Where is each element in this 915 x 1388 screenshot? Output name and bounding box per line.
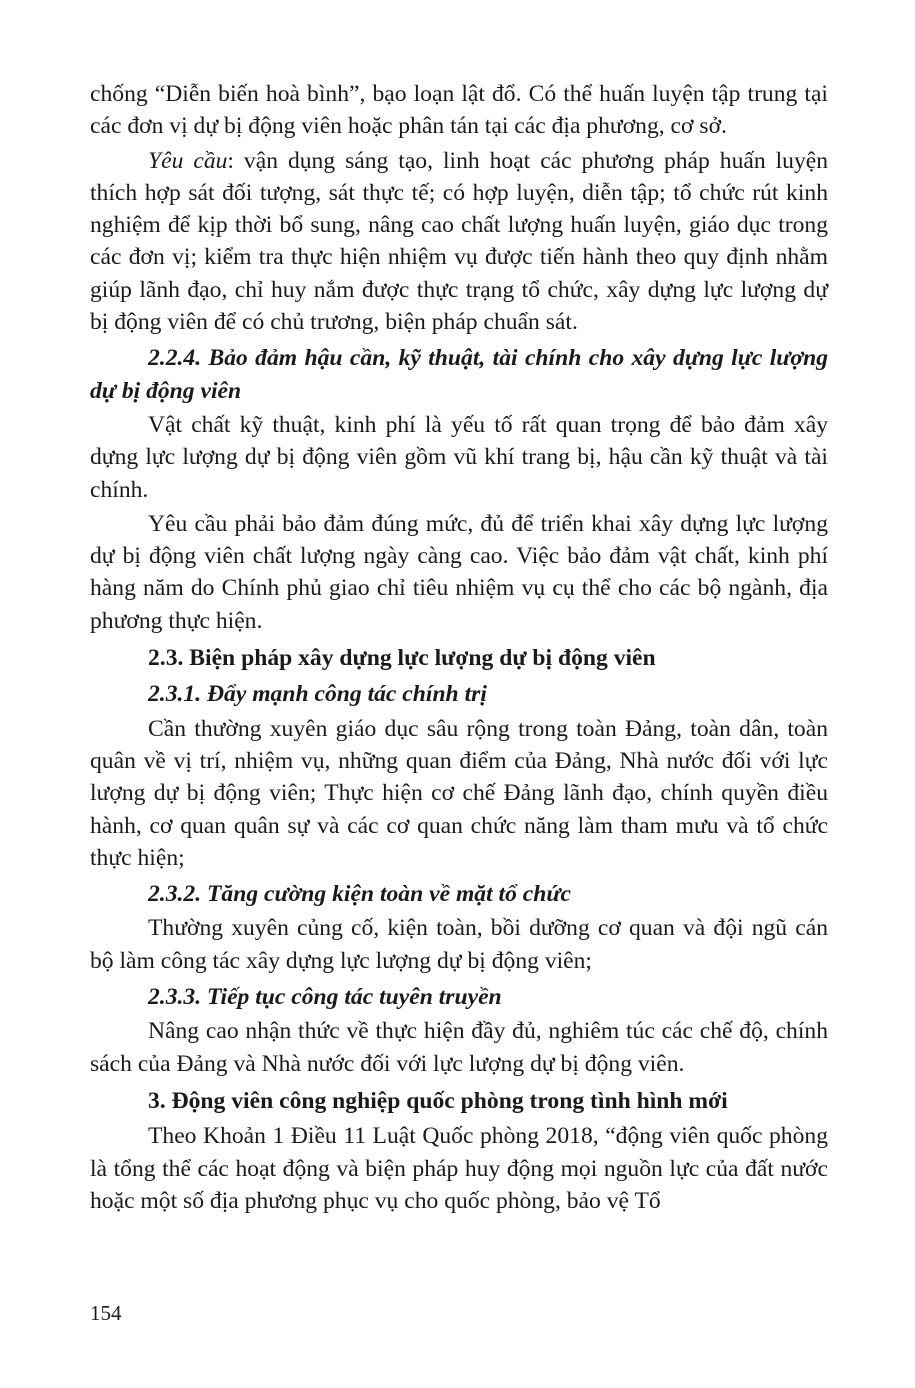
paragraph-defense-law: Theo Khoản 1 Điều 11 Luật Quốc phòng 2018, “động viên quốc phòng là tổng thể các hoạt động và biện pháp huy động mọi nguồn lực của đất nước hoặc một số địa phương phục vụ cho quốc phòng, bảo vệ Tổ [90,1123,828,1214]
page-body [90,78,828,1219]
paragraph-propaganda: Nâng cao nhận thức về thực hiện đầy đủ, nghiêm túc các chế độ, chính sách của Đảng và Nhà nước đối với lực lượng dự bị động viên. [90,1018,828,1077]
requirements-lead: Yêu cầu [148,147,228,174]
heading-2-3-2: 2.3.2. Tăng cường kiện toàn về mặt tổ chức [148,881,572,908]
heading-2-2-4: 2.2.4. Bảo đảm hậu cần, kỹ thuật, tài chính cho xây dựng lực lượng dự bị động viên [90,345,828,404]
paragraph-continuation: chống “Diễn biến hoà bình”, bạo loạn lật đổ. Có thể huấn luyện tập trung tại các đơn vị dự bị động viên hoặc phân tán tại các địa phương, cơ sở. [90,81,828,140]
paragraph-material: Vật chất kỹ thuật, kinh phí là yếu tố rất quan trọng để bảo đảm xây dựng lực lượng dự bị động viên gồm vũ khí trang bị, hậu cần kỹ thuật và tài chính. [90,411,828,503]
paragraph-organization: Thường xuyên củng cố, kiện toàn, bồi dưỡng cơ quan và đội ngũ cán bộ làm công tác xây dựng lực lượng dự bị động viên; [90,915,828,974]
paragraph-ensure: Yêu cầu phải bảo đảm đúng mức, đủ để triển khai xây dựng lực lượng dự bị động viên chất lượng ngày càng cao. Việc bảo đảm vật chất, kinh phí hàng năm do Chính phủ giao chỉ tiêu nhiệm vụ cụ thể cho các bộ ngành, địa phương thực hiện. [90,510,828,634]
heading-2-3-1: 2.3.1. Đẩy mạnh công tác chính trị [148,681,487,708]
paragraph-political: Cần thường xuyên giáo dục sâu rộng trong toàn Đảng, toàn dân, toàn quân về vị trí, nhiệm vụ, những quan điểm của Đảng, Nhà nước đối với lực lượng dự bị động viên; Thực hiện cơ chế Đảng lãnh đạo, chính quyền điều hành, cơ quan quân sự và các cơ quan chức năng làm tham mưu và tổ chức thực hiện; [90,715,828,871]
heading-2-3: 2.3. Biện pháp xây dựng lực lượng dự bị động viên [148,645,656,672]
requirements-text: : vận dụng sáng tạo, linh hoạt các phương pháp huấn luyện thích hợp sát đối tượng, sát thực tế; có hợp luyện, diễn tập; tổ chức rút kinh nghiệm để kịp thời bổ sung, nâng cao chất lượng huấn luyện, giáo dục trong các đơn vị; kiểm tra thực hiện nhiệm vụ được tiến hành theo quy định nhằm giúp lãnh đạo, chỉ huy nắm được thực trạng tổ chức, xây dựng lực lượng dự bị động viên để có chủ trương, biện pháp chuẩn sát. [90,147,829,336]
heading-3: 3. Động viên công nghiệp quốc phòng trong tình hình mới [148,1087,728,1114]
page-number: 154 [90,1301,122,1325]
heading-2-3-3: 2.3.3. Tiếp tục công tác tuyên truyền [148,984,502,1011]
paragraph-requirements [90,145,828,339]
